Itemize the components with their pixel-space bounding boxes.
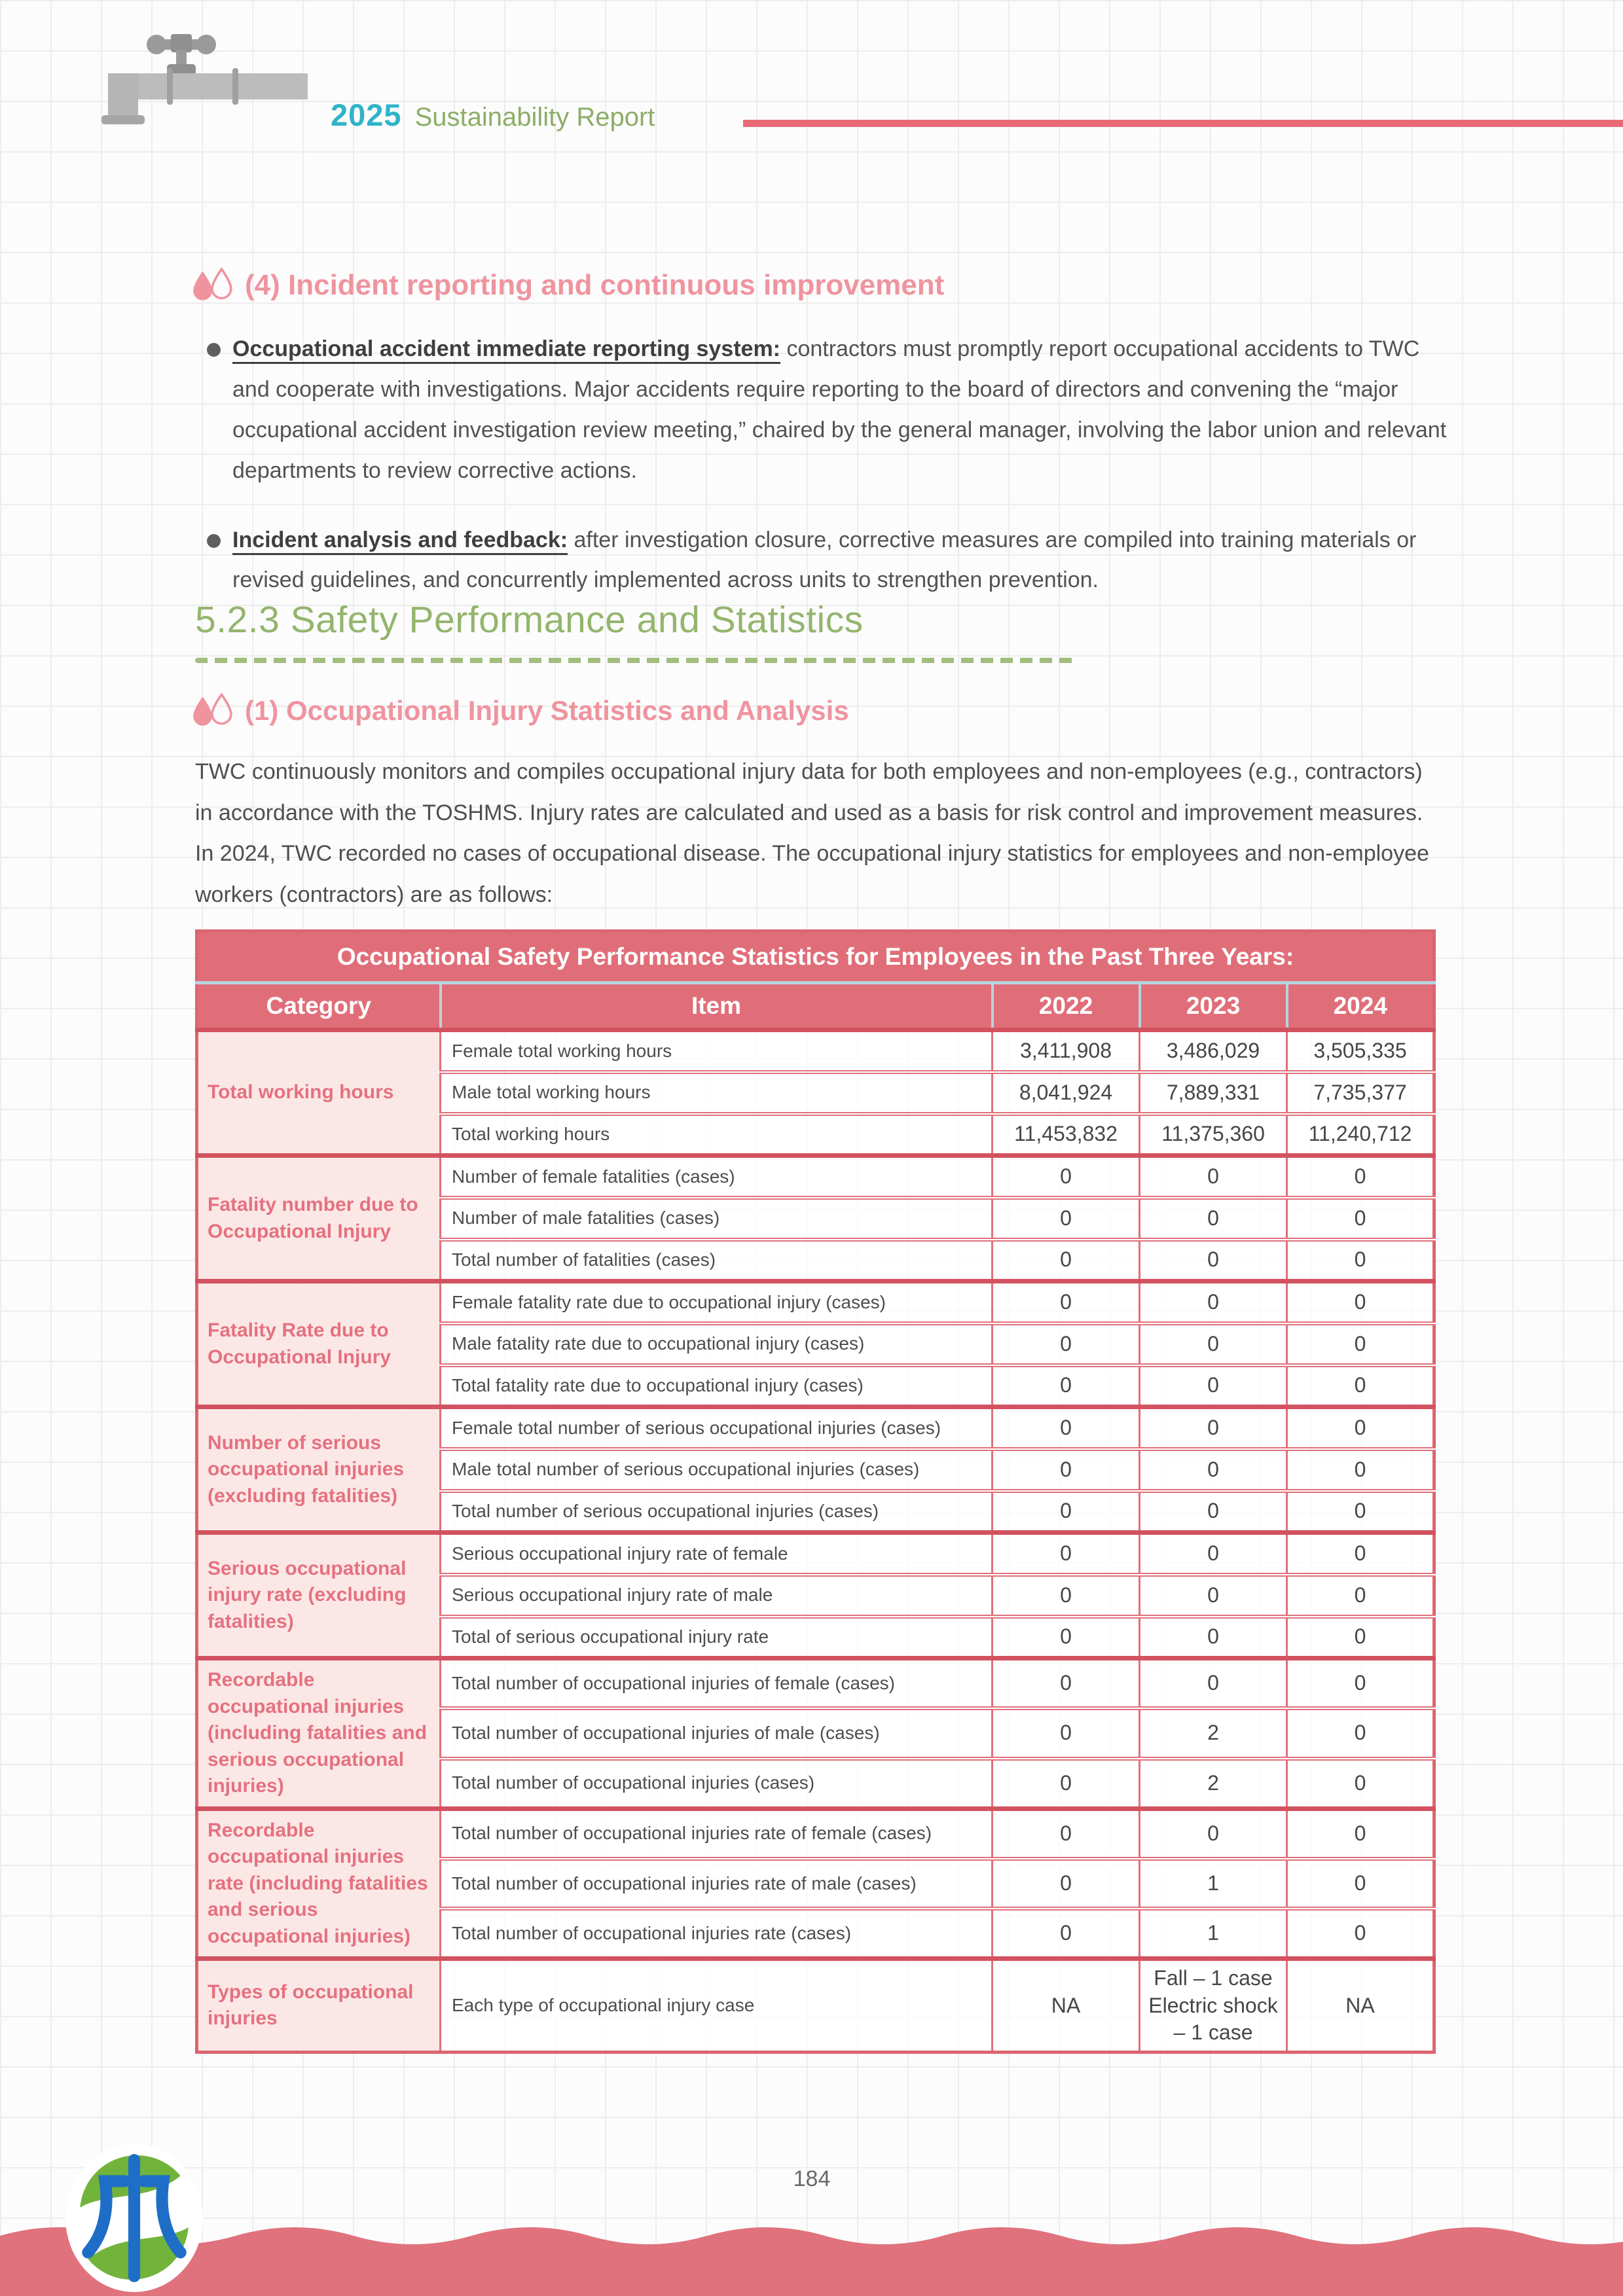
value-2022: 0 xyxy=(993,1365,1140,1407)
bullet-marker xyxy=(207,343,221,357)
value-2023: 2 xyxy=(1140,1759,1287,1809)
item-cell: Total number of occupational injuries rate of male (cases) xyxy=(441,1859,993,1909)
value-2022: 0 xyxy=(993,1449,1140,1491)
category-cell: Recordable occupational injuries rate (including fatalities and serious occupational injuries) xyxy=(197,1808,441,1959)
item-cell: Total number of serious occupational injuries (cases) xyxy=(441,1491,993,1533)
item-cell: Female fatality rate due to occupational injury (cases) xyxy=(441,1282,993,1323)
category-cell: Total working hours xyxy=(197,1030,441,1156)
item-cell: Number of female fatalities (cases) xyxy=(441,1156,993,1198)
bullet-body: after investigation closure, corrective measures are compiled into training materials or revised guidelines, and concurrently implemented across units to strengthen prevention. xyxy=(232,527,1417,593)
value-2023: 0 xyxy=(1140,1659,1287,1709)
col-header-item: Item xyxy=(441,983,993,1030)
value-2022: 0 xyxy=(993,1859,1140,1909)
value-2024: 7,735,377 xyxy=(1287,1072,1434,1114)
value-2024: 0 xyxy=(1287,1808,1434,1859)
value-2023: 0 xyxy=(1140,1198,1287,1240)
item-cell: Total number of fatalities (cases) xyxy=(441,1240,993,1282)
value-2022: 3,411,908 xyxy=(993,1030,1140,1072)
bullet-body: contractors must promptly report occupational accidents to TWC and cooperate with investigations. Major accidents require reporting to the board of directors and convening the “major occupational accident investigation review meeting,” chaired by the general manager, involving the labor union and relevant departments to review corrective actions. xyxy=(232,336,1447,483)
item-cell: Male fatality rate due to occupational injury (cases) xyxy=(441,1323,993,1365)
table-row xyxy=(197,1156,1434,1198)
value-2023: 3,486,029 xyxy=(1140,1030,1287,1072)
twc-logo xyxy=(64,2144,204,2293)
header-rule xyxy=(743,120,1623,127)
value-2022: 0 xyxy=(993,1282,1140,1323)
table-row xyxy=(197,1030,1434,1072)
value-2022: 0 xyxy=(993,1407,1140,1449)
value-2023: 0 xyxy=(1140,1365,1287,1407)
value-2023: 11,375,360 xyxy=(1140,1114,1287,1156)
col-header-category: Category xyxy=(197,983,441,1030)
value-2023: 0 xyxy=(1140,1533,1287,1575)
value-2022: 0 xyxy=(993,1533,1140,1575)
water-drops-icon xyxy=(191,692,234,729)
table-row xyxy=(197,1808,1434,1859)
value-2022: NA xyxy=(993,1959,1140,2053)
value-2024: 3,505,335 xyxy=(1287,1030,1434,1072)
stats-table xyxy=(195,929,1436,2054)
value-2023: 0 xyxy=(1140,1575,1287,1617)
item-cell: Total working hours xyxy=(441,1114,993,1156)
category-cell: Types of occupational injuries xyxy=(197,1959,441,2053)
bullet-marker xyxy=(207,534,221,548)
item-cell: Total number of occupational injuries (cases) xyxy=(441,1759,993,1809)
value-2022: 0 xyxy=(993,1240,1140,1282)
value-2024: 0 xyxy=(1287,1533,1434,1575)
value-2022: 0 xyxy=(993,1659,1140,1709)
value-2024: 11,240,712 xyxy=(1287,1114,1434,1156)
value-2024: 0 xyxy=(1287,1282,1434,1323)
item-cell: Number of male fatalities (cases) xyxy=(441,1198,993,1240)
col-header-2022: 2022 xyxy=(993,983,1140,1030)
value-2023: Fall – 1 case Electric shock – 1 case xyxy=(1140,1959,1287,2053)
value-2024: 0 xyxy=(1287,1365,1434,1407)
category-cell: Serious occupational injury rate (excluding fatalities) xyxy=(197,1533,441,1659)
table-row xyxy=(197,1659,1434,1709)
item-cell: Male total working hours xyxy=(441,1072,993,1114)
value-2022: 0 xyxy=(993,1759,1140,1809)
table-header-row xyxy=(197,983,1434,1030)
bullet-label: Occupational accident immediate reporting system: xyxy=(232,336,781,361)
table-row xyxy=(197,1282,1434,1323)
col-header-2023: 2023 xyxy=(1140,983,1287,1030)
table-row xyxy=(197,1533,1434,1575)
value-2022: 0 xyxy=(993,1198,1140,1240)
report-title: Sustainability Report xyxy=(414,103,655,132)
value-2023: 1 xyxy=(1140,1909,1287,1959)
col-header-2024: 2024 xyxy=(1287,983,1434,1030)
value-2022: 0 xyxy=(993,1156,1140,1198)
item-cell: Total of serious occupational injury rate xyxy=(441,1617,993,1659)
table-title: Occupational Safety Performance Statistics for Employees in the Past Three Years: xyxy=(197,931,1434,983)
value-2024: 0 xyxy=(1287,1859,1434,1909)
page-header xyxy=(331,97,655,133)
bullet-list xyxy=(207,329,1451,630)
intro-paragraph: TWC continuously monitors and compiles occupational injury data for both employees and non-employees (e.g., contractors) in accordance with the TOSHMS. Injury rates are calculated and used as a basis for risk control and improvement measures. In 2024, TWC recorded no cases of occupational disease. The occupational injury statistics for employees and non-employee workers (contractors) are as follows: xyxy=(195,759,1429,907)
list-item xyxy=(207,520,1451,601)
item-cell: Each type of occupational injury case xyxy=(441,1959,993,2053)
value-2023: 0 xyxy=(1140,1808,1287,1859)
value-2024: 0 xyxy=(1287,1659,1434,1709)
section-heading-text: (4) Incident reporting and continuous improvement xyxy=(245,269,945,301)
dashed-underline xyxy=(195,658,1079,663)
item-cell: Male total number of serious occupational injuries (cases) xyxy=(441,1449,993,1491)
value-2022: 0 xyxy=(993,1617,1140,1659)
value-2023: 7,889,331 xyxy=(1140,1072,1287,1114)
category-cell: Recordable occupational injuries (including fatalities and serious occupational injuries) xyxy=(197,1659,441,1809)
value-2022: 8,041,924 xyxy=(993,1072,1140,1114)
table-row xyxy=(197,1407,1434,1449)
section-heading-text: (1) Occupational Injury Statistics and Analysis xyxy=(245,695,849,726)
water-drops-icon xyxy=(191,267,234,304)
item-cell: Female total working hours xyxy=(441,1030,993,1072)
value-2024: 0 xyxy=(1287,1708,1434,1759)
item-cell: Total number of occupational injuries of female (cases) xyxy=(441,1659,993,1709)
value-2023: 0 xyxy=(1140,1323,1287,1365)
value-2022: 0 xyxy=(993,1909,1140,1959)
faucet-icon xyxy=(69,30,318,128)
table-title-row xyxy=(197,931,1434,983)
item-cell: Serious occupational injury rate of female xyxy=(441,1533,993,1575)
value-2024: 0 xyxy=(1287,1240,1434,1282)
value-2024: 0 xyxy=(1287,1198,1434,1240)
value-2024: 0 xyxy=(1287,1575,1434,1617)
value-2024: 0 xyxy=(1287,1617,1434,1659)
item-cell: Total number of occupational injuries rate (cases) xyxy=(441,1909,993,1959)
value-2022: 0 xyxy=(993,1575,1140,1617)
value-2023: 0 xyxy=(1140,1156,1287,1198)
value-2024: 0 xyxy=(1287,1323,1434,1365)
item-cell: Total number of occupational injuries of male (cases) xyxy=(441,1708,993,1759)
value-2024: 0 xyxy=(1287,1407,1434,1449)
bullet-text xyxy=(232,329,1451,492)
bullet-label: Incident analysis and feedback: xyxy=(232,527,568,552)
footer-wave xyxy=(0,2216,1623,2296)
value-2023: 2 xyxy=(1140,1708,1287,1759)
section-heading-523: 5.2.3 Safety Performance and Statistics xyxy=(195,599,864,641)
value-2023: 0 xyxy=(1140,1282,1287,1323)
section-heading-incident-reporting xyxy=(191,267,944,304)
category-cell: Number of serious occupational injuries (excluding fatalities) xyxy=(197,1407,441,1533)
value-2024: 0 xyxy=(1287,1491,1434,1533)
item-cell: Female total number of serious occupational injuries (cases) xyxy=(441,1407,993,1449)
page-number: 184 xyxy=(793,2166,831,2191)
value-2024: 0 xyxy=(1287,1449,1434,1491)
value-2023: 0 xyxy=(1140,1449,1287,1491)
item-cell: Total number of occupational injuries rate of female (cases) xyxy=(441,1808,993,1859)
value-2022: 0 xyxy=(993,1708,1140,1759)
value-2024: 0 xyxy=(1287,1909,1434,1959)
value-2022: 0 xyxy=(993,1491,1140,1533)
bullet-text xyxy=(232,520,1451,601)
value-2023: 0 xyxy=(1140,1491,1287,1533)
category-cell: Fatality Rate due to Occupational Injury xyxy=(197,1282,441,1407)
category-cell: Fatality number due to Occupational Injury xyxy=(197,1156,441,1282)
value-2024: 0 xyxy=(1287,1156,1434,1198)
list-item xyxy=(207,329,1451,492)
value-2024: NA xyxy=(1287,1959,1434,2053)
value-2023: 0 xyxy=(1140,1407,1287,1449)
value-2023: 1 xyxy=(1140,1859,1287,1909)
value-2023: 0 xyxy=(1140,1617,1287,1659)
section-heading-injury-statistics xyxy=(191,692,849,729)
value-2023: 0 xyxy=(1140,1240,1287,1282)
report-year: 2025 xyxy=(331,98,402,132)
item-cell: Serious occupational injury rate of male xyxy=(441,1575,993,1617)
value-2022: 0 xyxy=(993,1808,1140,1859)
value-2024: 0 xyxy=(1287,1759,1434,1809)
item-cell: Total fatality rate due to occupational injury (cases) xyxy=(441,1365,993,1407)
value-2022: 11,453,832 xyxy=(993,1114,1140,1156)
value-2022: 0 xyxy=(993,1323,1140,1365)
table-row xyxy=(197,1959,1434,2053)
